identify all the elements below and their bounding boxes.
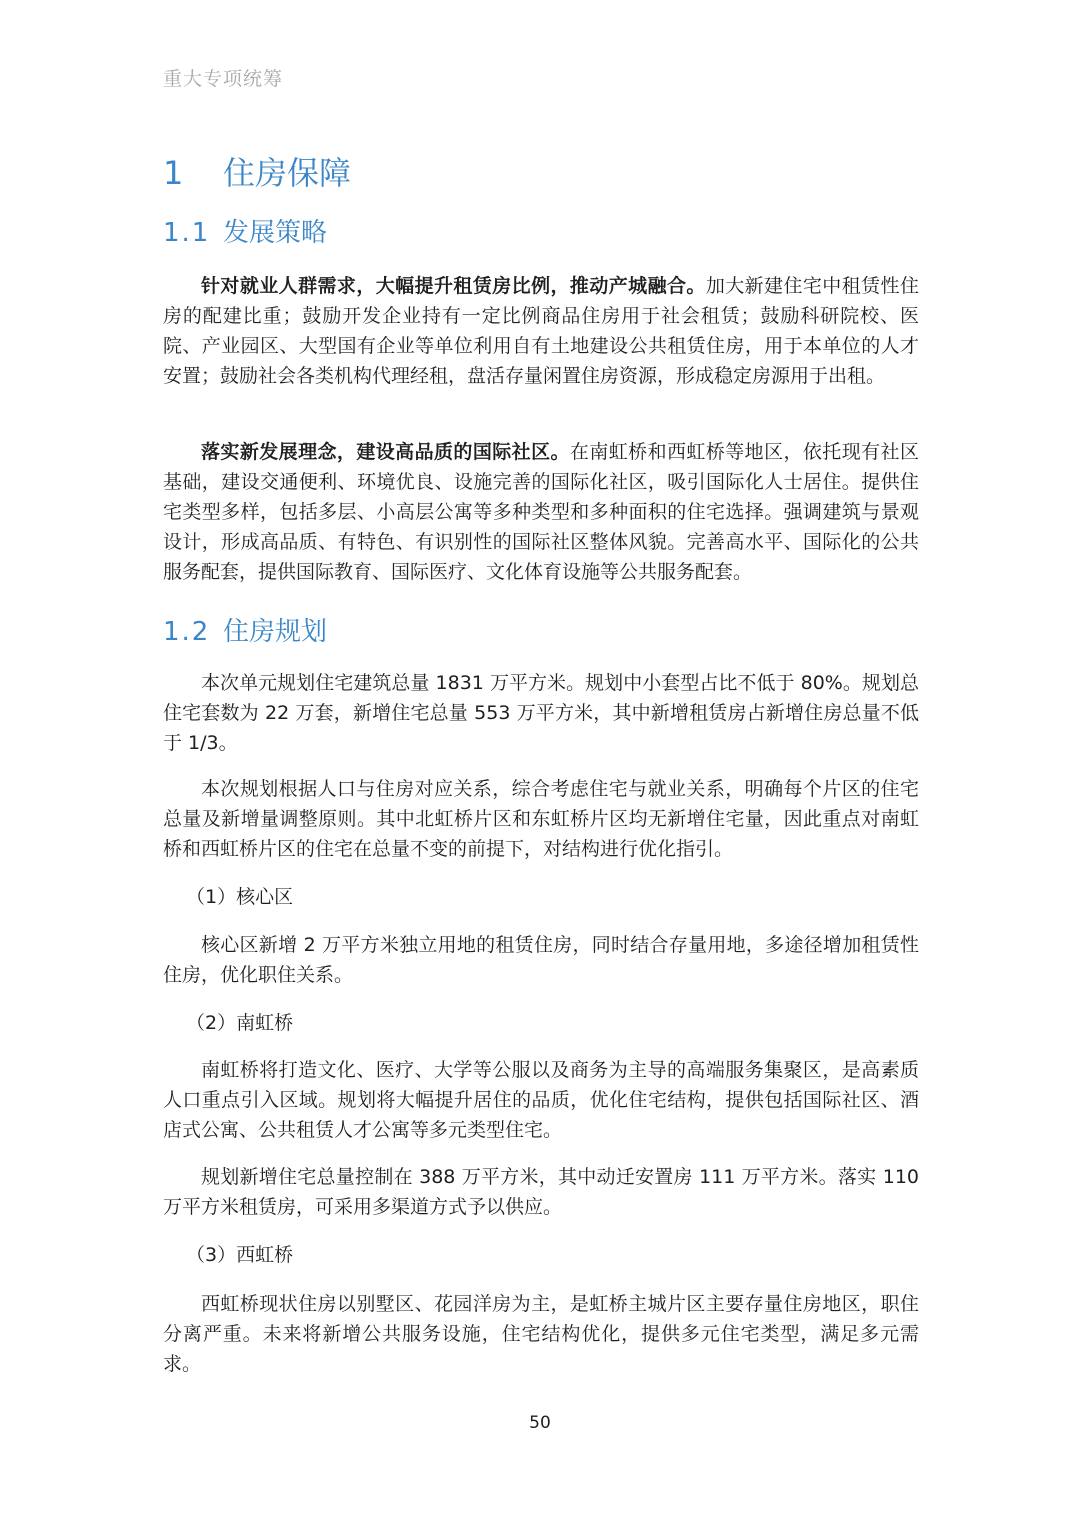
section-heading-1-2 <box>163 611 327 648</box>
paragraph-housing-totals: 本次单元规划住宅建筑总量 1831 万平方米。规划中小套型占比不低于 80%。规划总住宅套数为 22 万套，新增住宅总量 553 万平方米，其中新增租赁房占新增住房总量不低于 1/3。 <box>163 672 919 754</box>
chapter-number: 1 <box>163 154 184 192</box>
paragraph-lead: 落实新发展理念，建设高品质的国际社区。 <box>201 441 570 463</box>
subheading-south-hongqiao: （2）南虹桥 <box>186 1012 294 1034</box>
subheading-west-hongqiao: （3）西虹桥 <box>186 1244 294 1266</box>
paragraph-lead: 针对就业人群需求，大幅提升租赁房比例，推动产城融合。 <box>201 275 706 297</box>
paragraph-housing-principles: 本次规划根据人口与住房对应关系，综合考虑住宅与就业关系，明确每个片区的住宅总量及新增量调整原则。其中北虹桥片区和东虹桥片区均无新增住宅量，因此重点对南虹桥和西虹桥片区的住宅在总量不变的前提下，对结构进行优化指引。 <box>163 778 919 860</box>
chapter-heading <box>163 148 351 194</box>
section-number: 1.2 <box>163 617 211 647</box>
paragraph-west-hongqiao: 西虹桥现状住房以别墅区、花园洋房为主，是虹桥主城片区主要存量住房地区，职住分离严重。未来将新增公共服务设施，住宅结构优化，提供多元住宅类型，满足多元需求。 <box>163 1293 919 1375</box>
paragraph-core-area: 核心区新增 2 万平方米独立用地的租赁住房，同时结合存量用地，多途径增加租赁性住房，优化职住关系。 <box>163 934 919 986</box>
paragraph-south-hongqiao-2: 规划新增住宅总量控制在 388 万平方米，其中动迁安置房 111 万平方米。落实 110 万平方米租赁房，可采用多渠道方式予以供应。 <box>163 1166 919 1218</box>
page-number: 50 <box>529 1413 551 1433</box>
paragraph-strategy-international <box>163 437 919 587</box>
running-header: 重大专项统筹 <box>163 68 284 90</box>
section-title: 住房规划 <box>223 617 328 647</box>
section-title: 发展策略 <box>223 218 328 248</box>
paragraph-south-hongqiao-1: 南虹桥将打造文化、医疗、大学等公服以及商务为主导的高端服务集聚区，是高素质人口重点引入区域。规划将大幅提升居住的品质，优化住宅结构，提供包括国际社区、酒店式公寓、公共租赁人才公寓等多元类型住宅。 <box>163 1059 919 1141</box>
paragraph-body: 加大新建住宅中租赁性住房的配建比重；鼓励开发企业持有一定比例商品住房用于社会租赁；鼓励科研院校、医院、产业园区、大型国有企业等单位利用自有土地建设公共租赁住房，用于本单位的人才安置；鼓励社会各类机构代理经租，盘活存量闲置住房资源，形成稳定房源用于出租。 <box>163 275 919 387</box>
subheading-core-area: （1）核心区 <box>186 886 294 908</box>
section-heading-1-1 <box>163 212 327 249</box>
chapter-title: 住房保障 <box>223 154 352 192</box>
paragraph-strategy-rental <box>163 271 919 391</box>
paragraph-body: 在南虹桥和西虹桥等地区，依托现有社区基础，建设交通便利、环境优良、设施完善的国际化社区，吸引国际化人士居住。提供住宅类型多样，包括多层、小高层公寓等多种类型和多种面积的住宅选择。强调建筑与景观设计，形成高品质、有特色、有识别性的国际社区整体风貌。完善高水平、国际化的公共服务配套，提供国际教育、国际医疗、文化体育设施等公共服务配套。 <box>163 441 919 583</box>
section-number: 1.1 <box>163 218 211 248</box>
